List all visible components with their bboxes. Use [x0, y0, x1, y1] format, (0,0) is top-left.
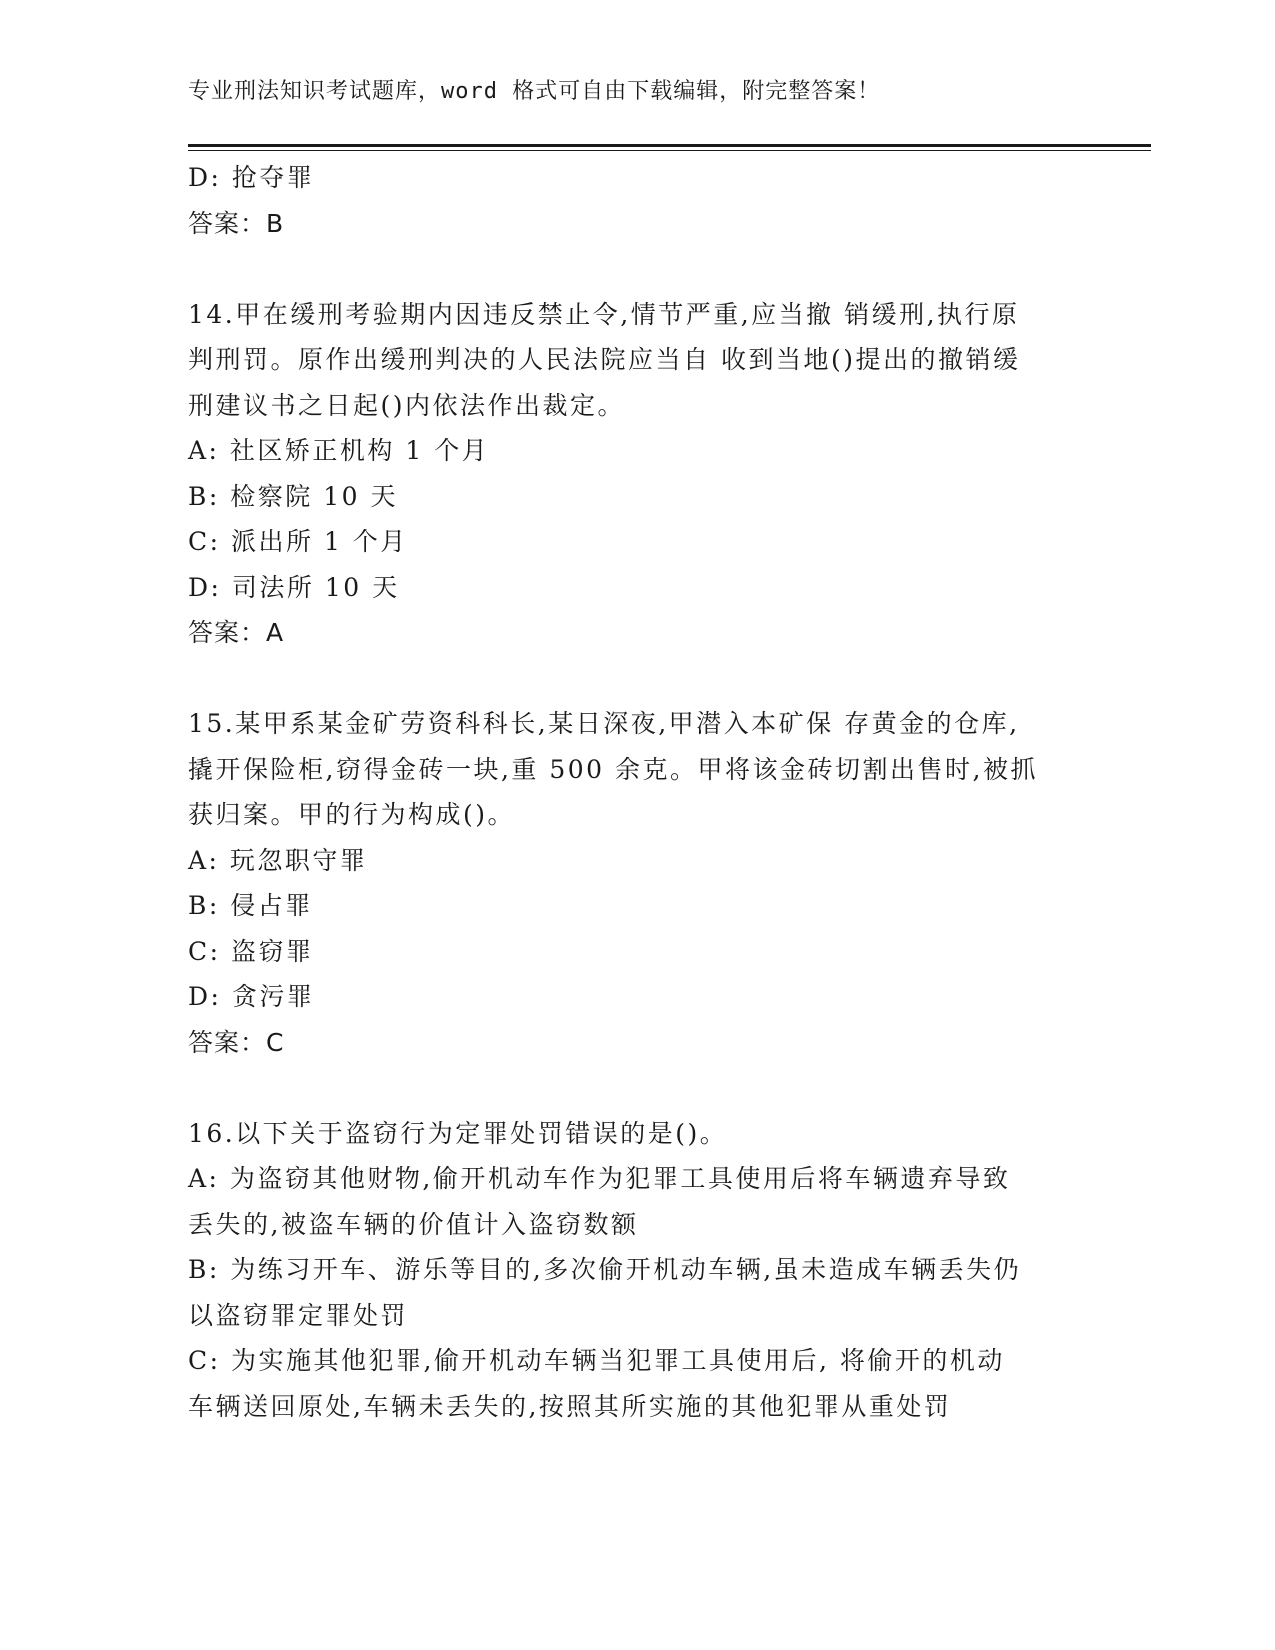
question-16 [188, 1111, 1088, 1430]
answer-label: 答案：B [188, 208, 285, 238]
answer-label: 答案：C [188, 1027, 285, 1057]
option-b: B: 侵占罪 [188, 891, 313, 920]
option-b: B: 为练习开车、游乐等目的,多次偷开机动车辆,虽未造成车辆丢失仍 [188, 1255, 1022, 1284]
option-a: A: 社区矫正机构 1 个月 [188, 436, 490, 465]
option-b: B: 检察院 10 天 [188, 481, 398, 511]
option-a: A: 为盗窃其他财物,偷开机动车作为犯罪工具使用后将车辆遗弃导致 [188, 1164, 1011, 1193]
question-14 [188, 292, 1088, 656]
document-body [188, 155, 1088, 1429]
option-a-continued: 丢失的,被盗车辆的价值计入盗窃数额 [188, 1209, 639, 1239]
question-text-line: 获归案。甲的行为构成()。 [188, 800, 516, 829]
question-text-line: 撬开保险柜,窃得金砖一块,重 500 余克。甲将该金砖切割出售时,被抓 [188, 754, 1038, 784]
option-c: C: 为实施其他犯罪,偷开机动车辆当犯罪工具使用后, 将偷开的机动 [188, 1346, 1005, 1375]
option-d: D: 司法所 10 天 [188, 572, 400, 602]
option-c: C: 派出所 1 个月 [188, 527, 408, 556]
option-c: C: 盗窃罪 [188, 936, 314, 966]
question-text-line: 15.某甲系某金矿劳资科科长,某日深夜,甲潜入本矿保 存黄金的仓库, [188, 709, 1020, 738]
option-d: D: 贪污罪 [188, 982, 315, 1011]
question-15 [188, 701, 1088, 1065]
question-text-line: 16.以下关于盗窃行为定罪处罚错误的是()。 [188, 1118, 728, 1148]
answer-label: 答案：A [188, 618, 285, 647]
option-c-continued: 车辆送回原处,车辆未丢失的,按照其所实施的其他犯罪从重处罚 [188, 1391, 952, 1421]
question-text-line: 判刑罚。原作出缓刑判决的人民法院应当自 收到当地()提出的撤销缓 [188, 345, 1021, 374]
header-rule-thick [188, 144, 1151, 147]
page-header: 专业刑法知识考试题库，word 格式可自由下载编辑，附完整答案！ [188, 79, 881, 104]
option-d: D: 抢夺罪 [188, 163, 315, 192]
option-a: A: 玩忽职守罪 [188, 845, 368, 875]
question-text-line: 刑建议书之日起()内依法作出裁定。 [188, 390, 626, 420]
question-text-line: 14.甲在缓刑考验期内因违反禁止令,情节严重,应当撤 销缓刑,执行原 [188, 299, 1020, 329]
header-rule-thin [188, 150, 1151, 151]
option-b-continued: 以盗窃罪定罪处罚 [188, 1300, 409, 1330]
